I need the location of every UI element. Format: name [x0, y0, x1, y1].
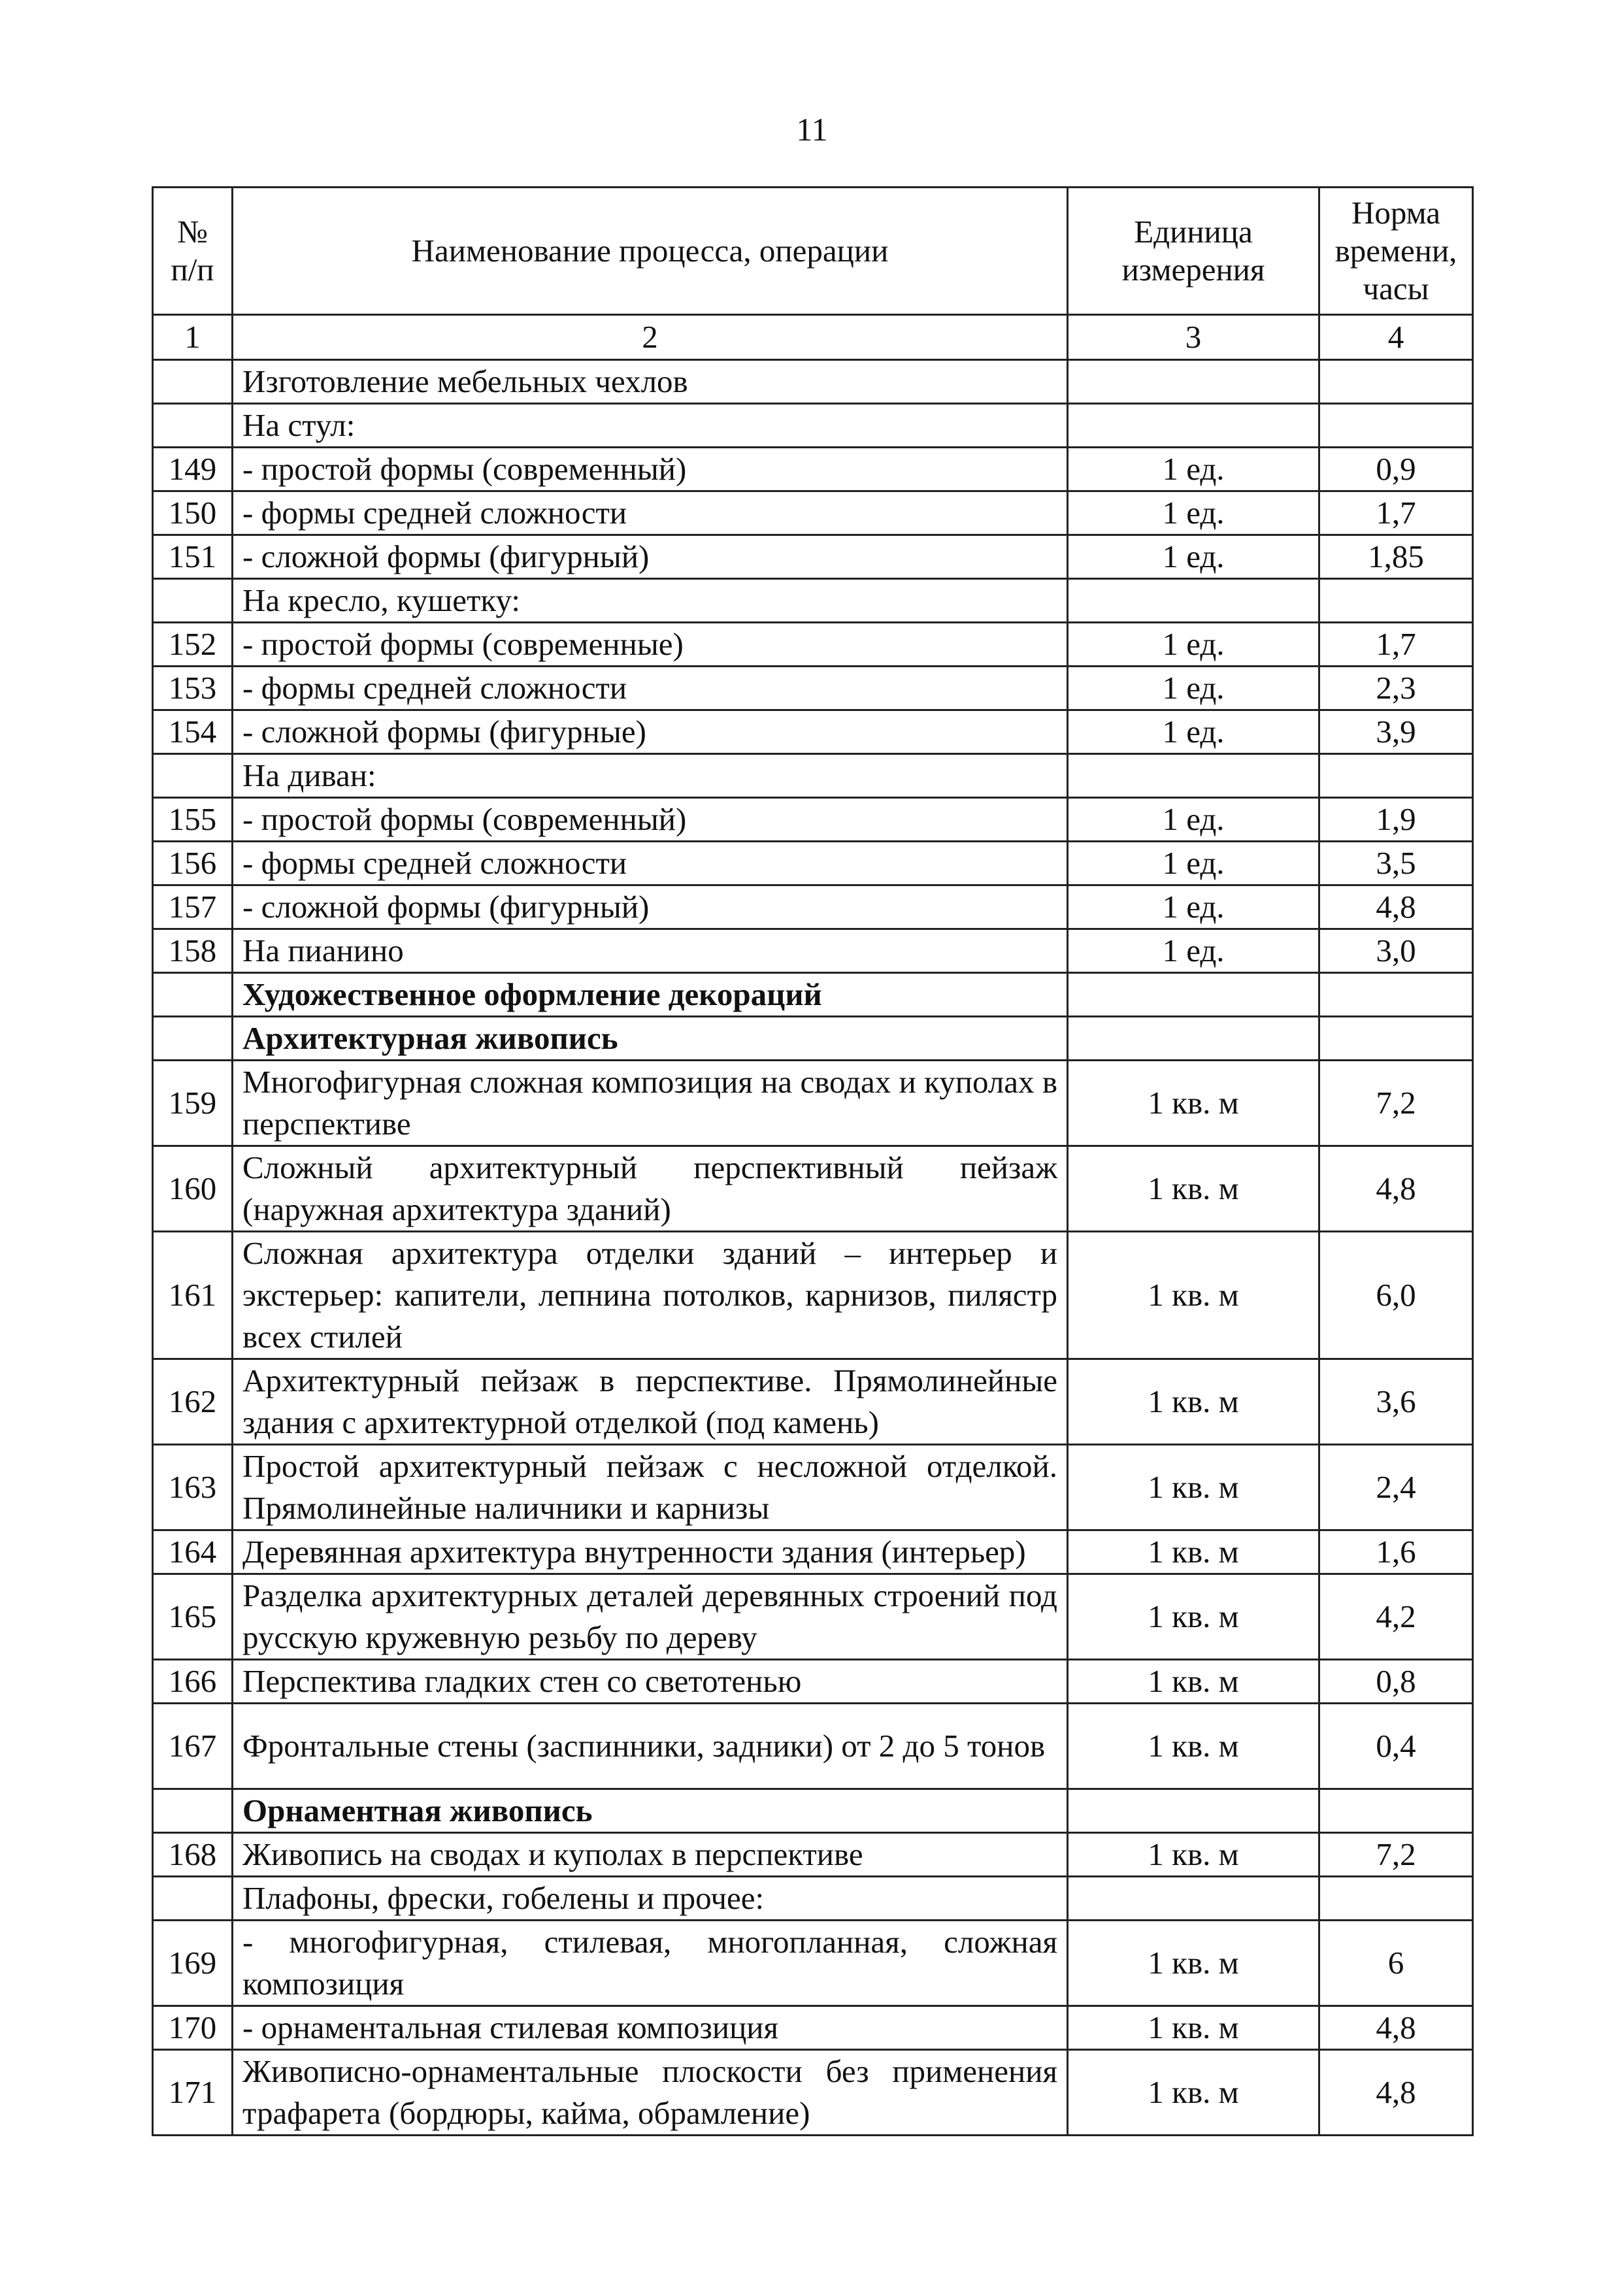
- table-row: [153, 1530, 1473, 1574]
- row-number: [153, 1789, 233, 1833]
- row-unit: 1 кв. м: [1068, 2050, 1319, 2136]
- header-process-name: Наименование процесса, операции: [233, 188, 1068, 315]
- row-number: [153, 973, 233, 1017]
- row-time-norm: 2,3: [1319, 667, 1473, 710]
- row-unit: 1 ед.: [1068, 842, 1319, 885]
- row-time-norm: 7,2: [1319, 1833, 1473, 1877]
- row-number: [153, 1877, 233, 1921]
- table-row: [153, 448, 1473, 491]
- row-unit: 1 кв. м: [1068, 1660, 1319, 1704]
- row-process-name: На стул:: [233, 404, 1068, 448]
- row-process-name: На диван:: [233, 754, 1068, 798]
- row-number: [153, 1017, 233, 1061]
- row-time-norm: [1319, 1017, 1473, 1061]
- row-process-name: Разделка архитектурных деталей деревянных строений под русскую кружевную резьбу по дереву: [233, 1574, 1068, 1660]
- row-number: 154: [153, 710, 233, 754]
- table-row: [153, 1574, 1473, 1660]
- row-process-name: Перспектива гладких стен со светотенью: [233, 1660, 1068, 1704]
- row-unit: 1 кв. м: [1068, 1061, 1319, 1146]
- row-unit: 1 ед.: [1068, 710, 1319, 754]
- row-unit: 1 кв. м: [1068, 1445, 1319, 1530]
- row-time-norm: 1,9: [1319, 798, 1473, 842]
- row-number: 171: [153, 2050, 233, 2136]
- row-process-name: Простой архитектурный пейзаж с несложной отделкой. Прямолинейные наличники и карнизы: [233, 1445, 1068, 1530]
- row-process-name: - орнаментальная стилевая композиция: [233, 2006, 1068, 2050]
- table-row: [153, 973, 1473, 1017]
- row-number: 150: [153, 491, 233, 535]
- row-unit: 1 кв. м: [1068, 2006, 1319, 2050]
- row-number: 156: [153, 842, 233, 885]
- header-time-norm: Норма времени, часы: [1319, 188, 1473, 315]
- row-process-name: Деревянная архитектура внутренности здания (интерьер): [233, 1530, 1068, 1574]
- row-number: 157: [153, 885, 233, 929]
- table-row: [153, 623, 1473, 667]
- row-unit: 1 ед.: [1068, 491, 1319, 535]
- table-row: [153, 404, 1473, 448]
- row-unit: [1068, 973, 1319, 1017]
- row-unit: 1 ед.: [1068, 535, 1319, 579]
- table-row: [153, 1660, 1473, 1704]
- row-process-name: Художественное оформление декораций: [233, 973, 1068, 1017]
- row-process-name: - простой формы (современный): [233, 448, 1068, 491]
- row-time-norm: 0,9: [1319, 448, 1473, 491]
- row-process-name: - формы средней сложности: [233, 842, 1068, 885]
- row-number: [153, 754, 233, 798]
- row-number: 161: [153, 1232, 233, 1359]
- table-row: [153, 2006, 1473, 2050]
- row-unit: 1 кв. м: [1068, 1146, 1319, 1232]
- row-number: 165: [153, 1574, 233, 1660]
- row-number: 149: [153, 448, 233, 491]
- row-unit: 1 кв. м: [1068, 1704, 1319, 1789]
- table-row: [153, 1017, 1473, 1061]
- row-process-name: - простой формы (современный): [233, 798, 1068, 842]
- row-time-norm: [1319, 973, 1473, 1017]
- table-row: [153, 1359, 1473, 1445]
- table-row: [153, 2050, 1473, 2136]
- row-time-norm: 4,8: [1319, 2050, 1473, 2136]
- row-time-norm: 1,7: [1319, 491, 1473, 535]
- row-number: [153, 579, 233, 623]
- row-process-name: - сложной формы (фигурные): [233, 710, 1068, 754]
- row-process-name: Живописно-орнаментальные плоскости без применения трафарета (бордюры, кайма, обрамление): [233, 2050, 1068, 2136]
- row-number: 166: [153, 1660, 233, 1704]
- row-time-norm: [1319, 1877, 1473, 1921]
- header-unit: Единица измерения: [1068, 188, 1319, 315]
- row-unit: [1068, 1789, 1319, 1833]
- table-row: [153, 929, 1473, 973]
- row-process-name: - сложной формы (фигурный): [233, 885, 1068, 929]
- row-time-norm: 0,8: [1319, 1660, 1473, 1704]
- row-time-norm: 4,8: [1319, 885, 1473, 929]
- row-time-norm: 0,4: [1319, 1704, 1473, 1789]
- row-number: [153, 404, 233, 448]
- row-time-norm: 6: [1319, 1921, 1473, 2006]
- row-time-norm: 4,8: [1319, 1146, 1473, 1232]
- row-time-norm: 3,0: [1319, 929, 1473, 973]
- table-row: [153, 535, 1473, 579]
- table-row: [153, 1704, 1473, 1789]
- row-time-norm: [1319, 754, 1473, 798]
- row-unit: 1 кв. м: [1068, 1574, 1319, 1660]
- row-time-norm: 1,85: [1319, 535, 1473, 579]
- row-process-name: - формы средней сложности: [233, 667, 1068, 710]
- row-time-norm: 3,5: [1319, 842, 1473, 885]
- table-row: [153, 1445, 1473, 1530]
- row-time-norm: [1319, 1789, 1473, 1833]
- row-process-name: Орнаментная живопись: [233, 1789, 1068, 1833]
- row-time-norm: 1,6: [1319, 1530, 1473, 1574]
- table-row: [153, 1232, 1473, 1359]
- table-row: [153, 842, 1473, 885]
- row-process-name: Живопись на сводах и куполах в перспективе: [233, 1833, 1068, 1877]
- table-row: [153, 579, 1473, 623]
- row-process-name: На кресло, кушетку:: [233, 579, 1068, 623]
- row-time-norm: 2,4: [1319, 1445, 1473, 1530]
- column-numbers-row: [153, 315, 1473, 360]
- row-unit: [1068, 1877, 1319, 1921]
- row-time-norm: [1319, 579, 1473, 623]
- row-unit: 1 кв. м: [1068, 1921, 1319, 2006]
- table-row: [153, 885, 1473, 929]
- table-row: [153, 491, 1473, 535]
- row-process-name: Архитектурный пейзаж в перспективе. Прямолинейные здания с архитектурной отделкой (под камень): [233, 1359, 1068, 1445]
- row-unit: 1 ед.: [1068, 667, 1319, 710]
- row-unit: [1068, 1017, 1319, 1061]
- row-time-norm: 4,2: [1319, 1574, 1473, 1660]
- table-row: [153, 360, 1473, 404]
- row-unit: [1068, 754, 1319, 798]
- row-process-name: - простой формы (современные): [233, 623, 1068, 667]
- row-process-name: - сложной формы (фигурный): [233, 535, 1068, 579]
- page-number: 11: [796, 111, 828, 148]
- row-unit: [1068, 360, 1319, 404]
- row-number: 159: [153, 1061, 233, 1146]
- row-process-name: - формы средней сложности: [233, 491, 1068, 535]
- row-number: 155: [153, 798, 233, 842]
- row-unit: 1 ед.: [1068, 623, 1319, 667]
- table-row: [153, 1877, 1473, 1921]
- row-unit: 1 ед.: [1068, 885, 1319, 929]
- row-unit: 1 ед.: [1068, 798, 1319, 842]
- table-row: [153, 1061, 1473, 1146]
- row-number: 170: [153, 2006, 233, 2050]
- row-process-name: Плафоны, фрески, гобелены и прочее:: [233, 1877, 1068, 1921]
- row-time-norm: [1319, 404, 1473, 448]
- row-process-name: - многофигурная, стилевая, многопланная, сложная композиция: [233, 1921, 1068, 2006]
- table-row: [153, 710, 1473, 754]
- column-number: 1: [153, 315, 233, 360]
- row-number: 153: [153, 667, 233, 710]
- row-unit: [1068, 404, 1319, 448]
- row-process-name: Сложный архитектурный перспективный пейзаж (наружная архитектура зданий): [233, 1146, 1068, 1232]
- row-number: 167: [153, 1704, 233, 1789]
- column-number: 3: [1068, 315, 1319, 360]
- column-number: 4: [1319, 315, 1473, 360]
- table-row: [153, 1921, 1473, 2006]
- row-process-name: Фронтальные стены (заспинники, задники) от 2 до 5 тонов: [233, 1704, 1068, 1789]
- row-number: 158: [153, 929, 233, 973]
- row-unit: [1068, 579, 1319, 623]
- row-process-name: Многофигурная сложная композиция на сводах и куполах в перспективе: [233, 1061, 1068, 1146]
- row-process-name: Изготовление мебельных чехлов: [233, 360, 1068, 404]
- row-number: 169: [153, 1921, 233, 2006]
- row-number: 164: [153, 1530, 233, 1574]
- norms-table: [152, 186, 1474, 2136]
- table-row: [153, 754, 1473, 798]
- row-process-name: Сложная архитектура отделки зданий – интерьер и экстерьер: капители, лепнина потолков, карнизов, пилястр всех стилей: [233, 1232, 1068, 1359]
- table-row: [153, 1833, 1473, 1877]
- row-time-norm: 3,9: [1319, 710, 1473, 754]
- row-unit: 1 кв. м: [1068, 1359, 1319, 1445]
- row-unit: 1 ед.: [1068, 929, 1319, 973]
- row-process-name: На пианино: [233, 929, 1068, 973]
- row-unit: 1 кв. м: [1068, 1833, 1319, 1877]
- row-time-norm: 3,6: [1319, 1359, 1473, 1445]
- table-header-row: [153, 188, 1473, 315]
- table-row: [153, 798, 1473, 842]
- row-number: 160: [153, 1146, 233, 1232]
- row-unit: 1 кв. м: [1068, 1232, 1319, 1359]
- table-row: [153, 667, 1473, 710]
- table-row: [153, 1146, 1473, 1232]
- row-number: [153, 360, 233, 404]
- row-number: 168: [153, 1833, 233, 1877]
- row-number: 163: [153, 1445, 233, 1530]
- row-time-norm: [1319, 360, 1473, 404]
- row-time-norm: 6,0: [1319, 1232, 1473, 1359]
- row-unit: 1 ед.: [1068, 448, 1319, 491]
- header-number: № п/п: [153, 188, 233, 315]
- row-number: 162: [153, 1359, 233, 1445]
- row-process-name: Архитектурная живопись: [233, 1017, 1068, 1061]
- column-number: 2: [233, 315, 1068, 360]
- row-unit: 1 кв. м: [1068, 1530, 1319, 1574]
- row-number: 152: [153, 623, 233, 667]
- row-number: 151: [153, 535, 233, 579]
- row-time-norm: 1,7: [1319, 623, 1473, 667]
- table-row: [153, 1789, 1473, 1833]
- row-time-norm: 4,8: [1319, 2006, 1473, 2050]
- table-body: [153, 360, 1473, 2136]
- row-time-norm: 7,2: [1319, 1061, 1473, 1146]
